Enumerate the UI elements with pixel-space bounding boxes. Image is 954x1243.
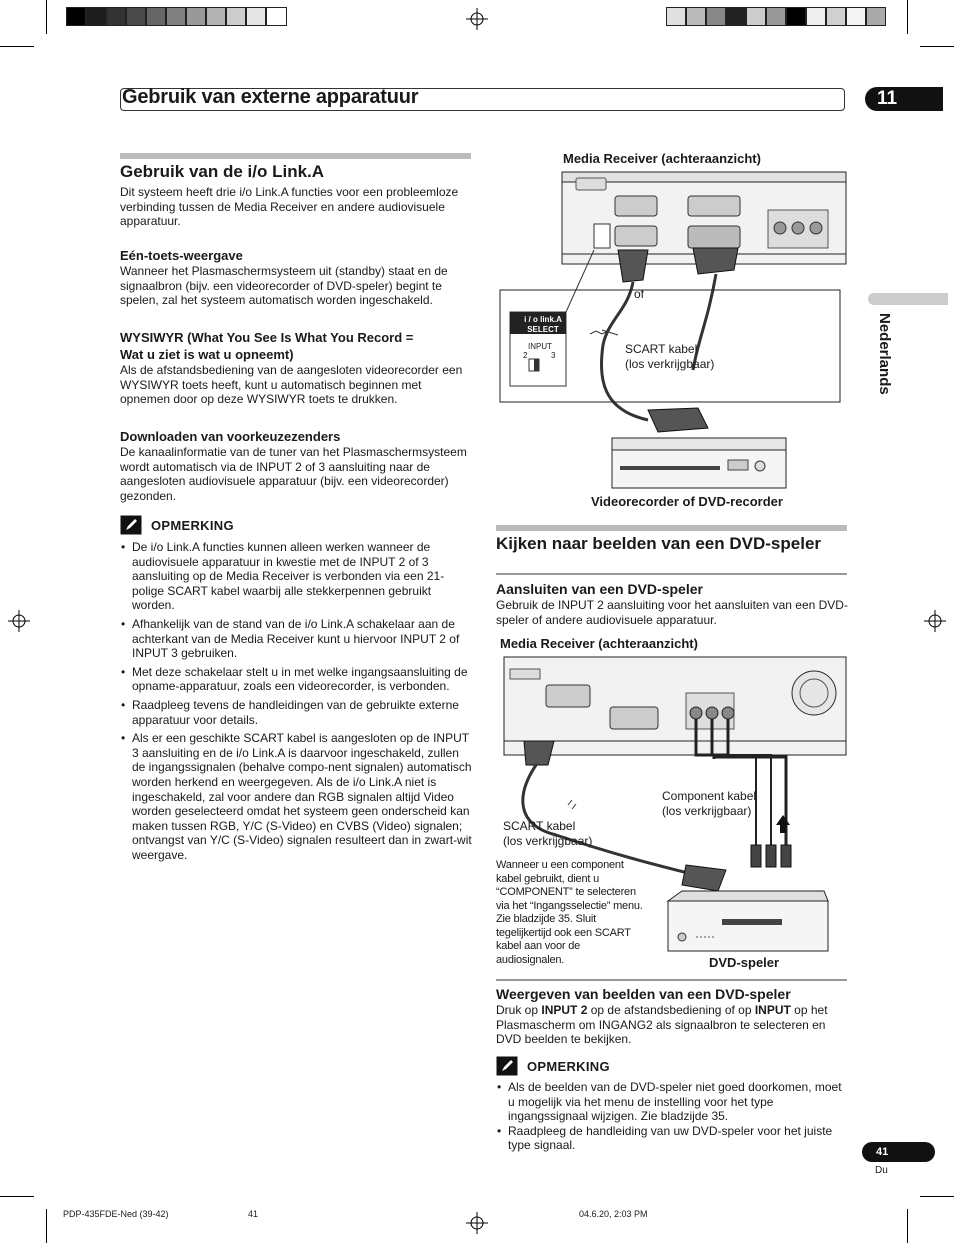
switch-input-label: INPUT: [528, 342, 552, 351]
note-heading-2: OPMERKING: [527, 1059, 610, 1074]
paragraph-connect-dvd: Gebruik de INPUT 2 aansluiting voor het aansluiten van een DVD-speler of andere audiovisuele apparatuur.: [496, 598, 848, 627]
recorder-label: Videorecorder of DVD-recorder: [591, 494, 783, 509]
section-divider: [120, 153, 471, 159]
note-item: • Raadpleeg de handleiding van uw DVD-speler voor het juiste type signaal.: [508, 1124, 848, 1153]
paragraph-wysiwyr: Als de afstandsbediening van de aangesloten videorecorder een WYSIWYR toets heeft, kunt u automatisch beginnen met opnemen door op deze WYSIWYR toets te drukken.: [120, 363, 463, 407]
component-note: Wanneer u een component kabel gebruikt, dient u “COMPONENT” te selecteren via het “Ingangsselectie” menu. Zie bladzijde 35. Sluit tegelijkertijd ook een SCART kabel aan voor de audiosignalen.: [496, 859, 643, 966]
chapter-badge: 11: [865, 87, 943, 111]
note-item: • De i/o Link.A functies kunnen alleen werken wanneer de audiovisuele apparatuur in kwestie met de INPUT 2 of 3 aansluiting op de Media Receiver is verbonden via een 21-polige SCART kabel waarbij alle stekkerpennen gebruikt worden.: [132, 540, 472, 613]
language-code: Du: [875, 1165, 888, 1176]
note-item: • Met deze schakelaar stelt u in met welke ingangsaansluiting de opname-apparatuur, zoals een videorecorder, is verbonden.: [132, 665, 472, 694]
registration-target-icon: [466, 8, 488, 30]
note-icon: [496, 1056, 518, 1076]
note-item: • Als de beelden van de DVD-speler niet goed doorkomen, moet u mogelijk via het menu de instelling voor het type ingangssignaal wijzigen. Zie bladzijde 35.: [508, 1080, 848, 1124]
note-item: • Als er een geschikte SCART kabel is aangesloten op de INPUT 3 aansluiting en de i/o Link.A is daarvoor ingeschakeld, zullen de ingangssignalen (behalve compo-nent signalen) automatisch worden herkend en weergegeven. Als de i/o Link.A niet is ingeschakeld, zal voor andere dan RGB signalen altijd Video worden geselecteerd omdat het systeem geen onderscheid kan maken tussen RGB, Y/C (S-Video) en CVBS (Video) signalen; ontvangst van Y/C (S-Video) signalen resulteert dan in zwart-wit weergave.: [132, 731, 472, 862]
note-icon: [120, 515, 142, 535]
component-cable-label: Component kabel (los verkrijgbaar): [662, 789, 757, 818]
note-heading: OPMERKING: [151, 518, 234, 533]
page-number-badge: 41: [862, 1142, 935, 1162]
scart-cable-label-2: SCART kabel (los verkrijgbaar): [503, 819, 593, 848]
dvd-player-label: DVD-speler: [709, 955, 780, 970]
subheading-wysiwyr-1: WYSIWYR (What You See Is What You Record =: [120, 330, 414, 345]
scart-cable-label: SCART kabel (los verkrijgbaar): [625, 342, 715, 371]
or-label: of: [634, 287, 645, 301]
registration-target-icon: [466, 1212, 488, 1234]
intro-text: Dit systeem heeft drie i/o Link.A functies voor een probleemloze verbinding tussen de Media Receiver en andere audiovisuele apparatuur.: [120, 185, 459, 229]
subheading-download: Downloaden van voorkeuzezenders: [120, 429, 341, 444]
section-divider: [496, 525, 847, 531]
paragraph-download: De kanaalinformatie van de tuner van het Plasmaschermsysteem wordt automatisch via de INPUT 2 of 3 aansluiting naar de aangesloten audiovisuele apparatuur (bijv. een videorecorder) gezonden.: [120, 445, 467, 503]
registration-target-icon: [924, 610, 946, 632]
section-title-io-link: Gebruik van de i/o Link.A: [120, 162, 325, 181]
subheading-wysiwyr-2: Wat u ziet is wat u opneemt): [120, 347, 294, 362]
switch-input-2: 2: [523, 351, 528, 360]
footer-date: 04.6.20, 2:03 PM: [579, 1209, 648, 1219]
language-label: Nederlands: [876, 313, 893, 395]
subsection-divider: [496, 573, 847, 575]
subheading-one-touch: Eén-toets-weergave: [120, 248, 243, 263]
note-item: • Afhankelijk van de stand van de i/o Link.A schakelaar aan de achterkant van de Media Receiver kunt u hiervoor INPUT 2 of INPUT 3 gebruiken.: [132, 617, 472, 661]
footer-page: 41: [248, 1209, 259, 1219]
subheading-watch-dvd: Weergeven van beelden van een DVD-speler: [496, 986, 791, 1002]
subsection-divider: [496, 979, 847, 981]
subheading-connect-dvd: Aansluiten van een DVD-speler: [496, 581, 703, 597]
note-item: • Raadpleeg tevens de handleidingen van de gebruikte externe apparatuur voor details.: [132, 698, 472, 727]
footer-file: PDP-435FDE-Ned (39-42): [63, 1209, 169, 1219]
language-tab: [868, 293, 948, 305]
diagram2-title: Media Receiver (achteraanzicht): [500, 636, 698, 651]
registration-target-icon: [8, 610, 30, 632]
paragraph-watch-dvd: Druk op INPUT 2 op de afstandsbediening of op INPUT op het Plasmascherm om INGANG2 als signaalbron te selecteren en DVD beelden te bekijken.: [496, 1003, 828, 1047]
diagram1-title: Media Receiver (achteraanzicht): [563, 151, 761, 166]
switch-label: i / o link.A SELECT: [524, 315, 562, 334]
paragraph-one-touch: Wanneer het Plasmaschermsysteem uit (standby) staat en de signaalbron (bijv. een videorecorder of DVD-speler) begint te spelen, zal het systeem automatisch worden ingeschakeld.: [120, 264, 448, 308]
section-title-dvd: Kijken naar beelden van een DVD-speler: [496, 534, 822, 553]
switch-input-3: 3: [551, 351, 556, 360]
media-receiver-rear-illustration: [498, 170, 848, 505]
page-title: Gebruik van externe apparatuur: [122, 86, 419, 108]
